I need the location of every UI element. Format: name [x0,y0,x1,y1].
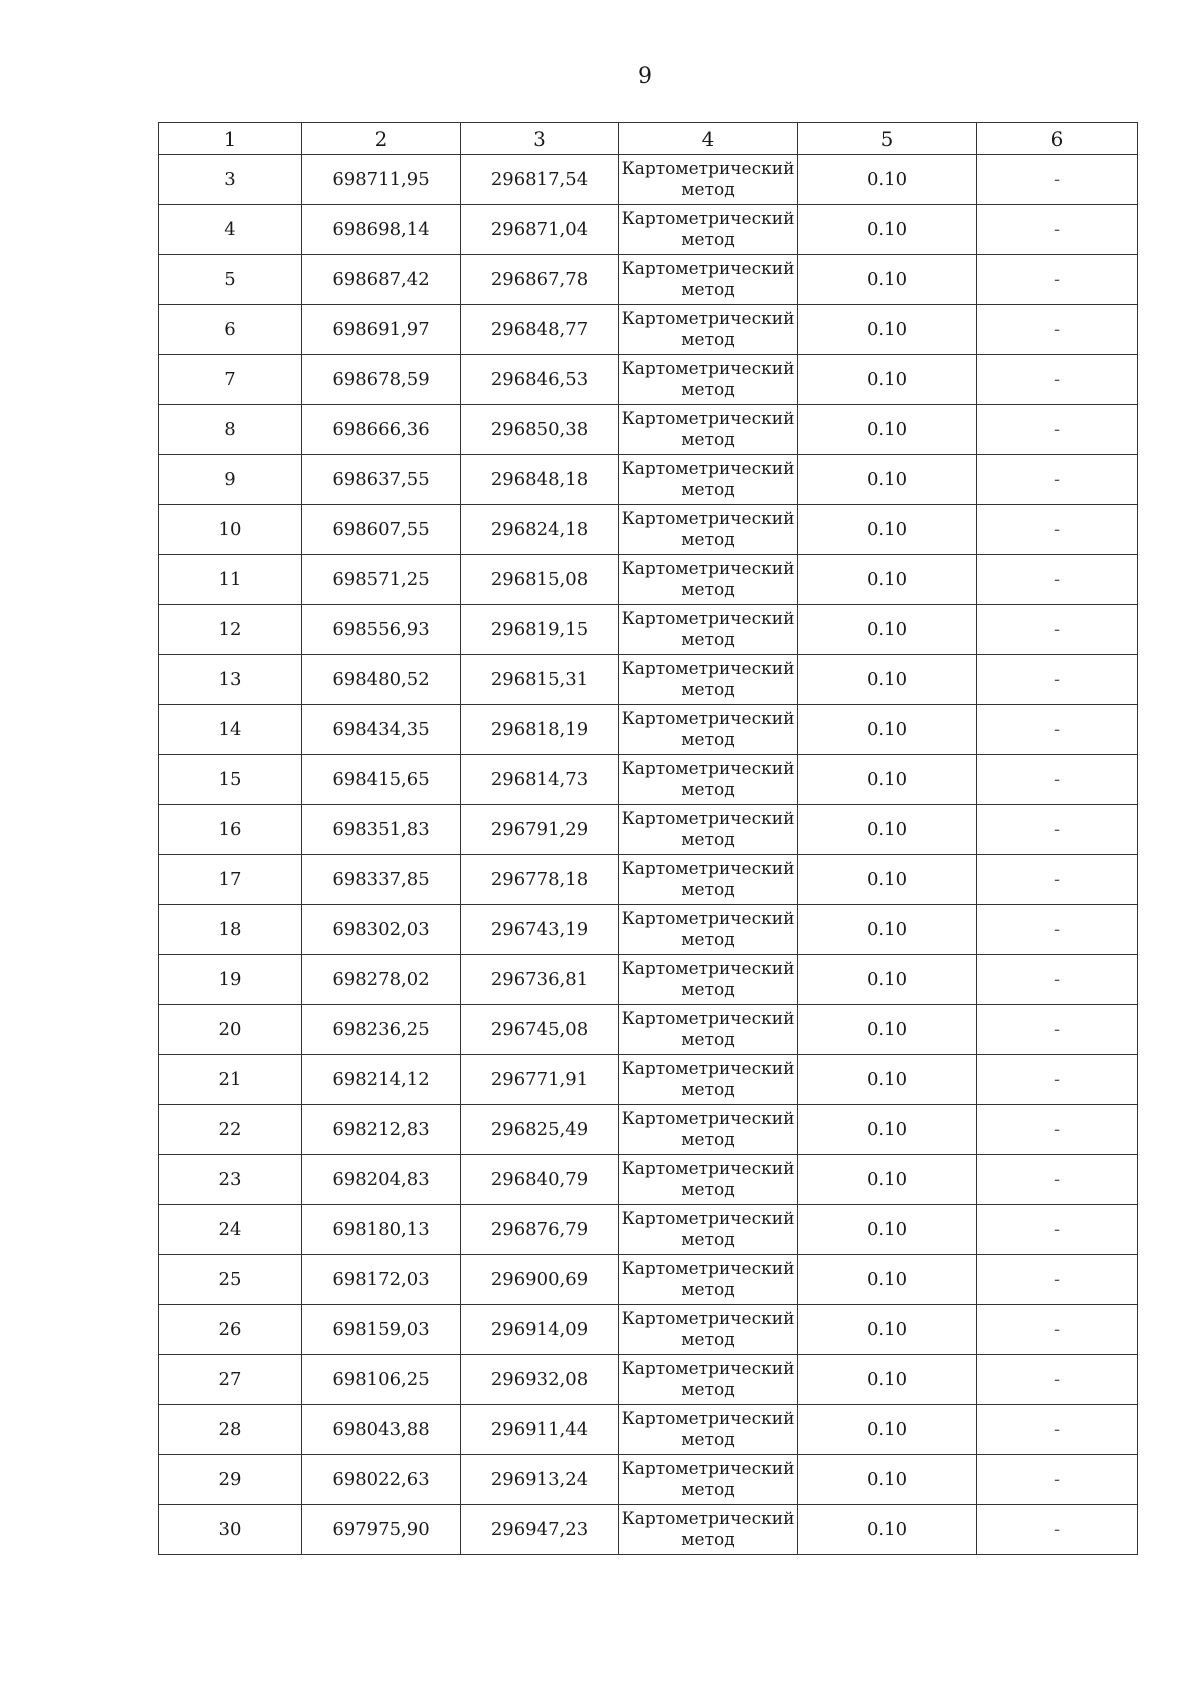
table-row [159,255,1138,305]
table-row [159,555,1138,605]
method-cell: Картометрический метод [619,705,798,755]
accuracy-cell: 0.10 [798,805,977,855]
note-cell: - [977,705,1138,755]
note-cell: - [977,455,1138,505]
note-cell: - [977,755,1138,805]
table-row [159,1155,1138,1205]
point-number-cell: 5 [159,255,302,305]
y-coordinate-cell: 296911,44 [461,1405,619,1455]
x-coordinate-cell: 698043,88 [302,1405,461,1455]
accuracy-cell: 0.10 [798,155,977,205]
method-cell: Картометрический метод [619,1405,798,1455]
accuracy-cell: 0.10 [798,955,977,1005]
x-coordinate-cell: 698204,83 [302,1155,461,1205]
y-coordinate-cell: 296824,18 [461,505,619,555]
note-cell: - [977,1405,1138,1455]
point-number-cell: 27 [159,1355,302,1405]
table-row [159,1005,1138,1055]
accuracy-cell: 0.10 [798,305,977,355]
table-row [159,605,1138,655]
table-row [159,1405,1138,1455]
y-coordinate-cell: 296900,69 [461,1255,619,1305]
method-cell: Картометрический метод [619,855,798,905]
x-coordinate-cell: 698236,25 [302,1005,461,1055]
accuracy-cell: 0.10 [798,905,977,955]
y-coordinate-cell: 296817,54 [461,155,619,205]
method-cell: Картометрический метод [619,255,798,305]
column-header: 6 [977,123,1138,155]
method-cell: Картометрический метод [619,1455,798,1505]
accuracy-cell: 0.10 [798,655,977,705]
x-coordinate-cell: 698571,25 [302,555,461,605]
table-row [159,1305,1138,1355]
y-coordinate-cell: 296840,79 [461,1155,619,1205]
method-cell: Картометрический метод [619,955,798,1005]
column-header: 4 [619,123,798,155]
column-header: 1 [159,123,302,155]
accuracy-cell: 0.10 [798,255,977,305]
point-number-cell: 4 [159,205,302,255]
y-coordinate-cell: 296848,77 [461,305,619,355]
column-header: 3 [461,123,619,155]
note-cell: - [977,1355,1138,1405]
table-row [159,1205,1138,1255]
y-coordinate-cell: 296876,79 [461,1205,619,1255]
table-body [159,123,1138,1555]
x-coordinate-cell: 698351,83 [302,805,461,855]
y-coordinate-cell: 296818,19 [461,705,619,755]
point-number-cell: 8 [159,405,302,455]
accuracy-cell: 0.10 [798,355,977,405]
point-number-cell: 9 [159,455,302,505]
table-row [159,955,1138,1005]
point-number-cell: 10 [159,505,302,555]
note-cell: - [977,1205,1138,1255]
accuracy-cell: 0.10 [798,405,977,455]
x-coordinate-cell: 697975,90 [302,1505,461,1555]
method-cell: Картометрический метод [619,1055,798,1105]
y-coordinate-cell: 296771,91 [461,1055,619,1105]
method-cell: Картометрический метод [619,655,798,705]
point-number-cell: 15 [159,755,302,805]
x-coordinate-cell: 698180,13 [302,1205,461,1255]
method-cell: Картометрический метод [619,805,798,855]
point-number-cell: 14 [159,705,302,755]
note-cell: - [977,555,1138,605]
point-number-cell: 26 [159,1305,302,1355]
note-cell: - [977,1255,1138,1305]
y-coordinate-cell: 296914,09 [461,1305,619,1355]
y-coordinate-cell: 296814,73 [461,755,619,805]
y-coordinate-cell: 296745,08 [461,1005,619,1055]
note-cell: - [977,505,1138,555]
method-cell: Картометрический метод [619,505,798,555]
note-cell: - [977,1005,1138,1055]
table-row [159,305,1138,355]
method-cell: Картометрический метод [619,905,798,955]
accuracy-cell: 0.10 [798,705,977,755]
note-cell: - [977,905,1138,955]
accuracy-cell: 0.10 [798,1205,977,1255]
accuracy-cell: 0.10 [798,1355,977,1405]
method-cell: Картометрический метод [619,1105,798,1155]
table-row [159,755,1138,805]
note-cell: - [977,255,1138,305]
x-coordinate-cell: 698278,02 [302,955,461,1005]
note-cell: - [977,1505,1138,1555]
x-coordinate-cell: 698711,95 [302,155,461,205]
table-row [159,1455,1138,1505]
table-row [159,855,1138,905]
table-row [159,1105,1138,1155]
y-coordinate-cell: 296825,49 [461,1105,619,1155]
note-cell: - [977,955,1138,1005]
accuracy-cell: 0.10 [798,555,977,605]
y-coordinate-cell: 296819,15 [461,605,619,655]
x-coordinate-cell: 698214,12 [302,1055,461,1105]
accuracy-cell: 0.10 [798,455,977,505]
note-cell: - [977,355,1138,405]
method-cell: Картометрический метод [619,1155,798,1205]
point-number-cell: 12 [159,605,302,655]
accuracy-cell: 0.10 [798,1455,977,1505]
y-coordinate-cell: 296778,18 [461,855,619,905]
method-cell: Картометрический метод [619,405,798,455]
x-coordinate-cell: 698556,93 [302,605,461,655]
table-row [159,655,1138,705]
x-coordinate-cell: 698159,03 [302,1305,461,1355]
table-row [159,155,1138,205]
x-coordinate-cell: 698687,42 [302,255,461,305]
accuracy-cell: 0.10 [798,1055,977,1105]
table-row [159,355,1138,405]
point-number-cell: 6 [159,305,302,355]
header-row [159,123,1138,155]
method-cell: Картометрический метод [619,155,798,205]
note-cell: - [977,605,1138,655]
point-number-cell: 22 [159,1105,302,1155]
y-coordinate-cell: 296815,31 [461,655,619,705]
point-number-cell: 16 [159,805,302,855]
y-coordinate-cell: 296913,24 [461,1455,619,1505]
x-coordinate-cell: 698698,14 [302,205,461,255]
point-number-cell: 25 [159,1255,302,1305]
table-row [159,205,1138,255]
accuracy-cell: 0.10 [798,1255,977,1305]
method-cell: Картометрический метод [619,205,798,255]
x-coordinate-cell: 698172,03 [302,1255,461,1305]
point-number-cell: 3 [159,155,302,205]
point-number-cell: 18 [159,905,302,955]
column-header: 5 [798,123,977,155]
x-coordinate-cell: 698678,59 [302,355,461,405]
point-number-cell: 21 [159,1055,302,1105]
note-cell: - [977,1055,1138,1105]
x-coordinate-cell: 698607,55 [302,505,461,555]
point-number-cell: 30 [159,1505,302,1555]
accuracy-cell: 0.10 [798,505,977,555]
table-row [159,805,1138,855]
x-coordinate-cell: 698666,36 [302,405,461,455]
accuracy-cell: 0.10 [798,1505,977,1555]
accuracy-cell: 0.10 [798,1305,977,1355]
point-number-cell: 19 [159,955,302,1005]
method-cell: Картометрический метод [619,1305,798,1355]
note-cell: - [977,855,1138,905]
y-coordinate-cell: 296850,38 [461,405,619,455]
table-row [159,1355,1138,1405]
note-cell: - [977,805,1138,855]
method-cell: Картометрический метод [619,555,798,605]
table-row [159,905,1138,955]
method-cell: Картометрический метод [619,1505,798,1555]
accuracy-cell: 0.10 [798,1405,977,1455]
point-number-cell: 20 [159,1005,302,1055]
page-number: 9 [638,64,652,89]
accuracy-cell: 0.10 [798,1155,977,1205]
note-cell: - [977,655,1138,705]
accuracy-cell: 0.10 [798,1005,977,1055]
accuracy-cell: 0.10 [798,755,977,805]
note-cell: - [977,155,1138,205]
point-number-cell: 28 [159,1405,302,1455]
method-cell: Картометрический метод [619,1005,798,1055]
x-coordinate-cell: 698415,65 [302,755,461,805]
note-cell: - [977,305,1138,355]
x-coordinate-cell: 698691,97 [302,305,461,355]
table-row [159,405,1138,455]
method-cell: Картометрический метод [619,1205,798,1255]
x-coordinate-cell: 698434,35 [302,705,461,755]
table-row [159,455,1138,505]
point-number-cell: 13 [159,655,302,705]
table-row [159,1255,1138,1305]
note-cell: - [977,1305,1138,1355]
point-number-cell: 7 [159,355,302,405]
method-cell: Картометрический метод [619,1355,798,1405]
note-cell: - [977,205,1138,255]
table-row [159,505,1138,555]
table-row [159,705,1138,755]
x-coordinate-cell: 698212,83 [302,1105,461,1155]
method-cell: Картометрический метод [619,355,798,405]
accuracy-cell: 0.10 [798,1105,977,1155]
method-cell: Картометрический метод [619,455,798,505]
y-coordinate-cell: 296848,18 [461,455,619,505]
accuracy-cell: 0.10 [798,855,977,905]
method-cell: Картометрический метод [619,755,798,805]
y-coordinate-cell: 296736,81 [461,955,619,1005]
point-number-cell: 23 [159,1155,302,1205]
y-coordinate-cell: 296815,08 [461,555,619,605]
note-cell: - [977,405,1138,455]
method-cell: Картометрический метод [619,305,798,355]
y-coordinate-cell: 296867,78 [461,255,619,305]
column-header: 2 [302,123,461,155]
x-coordinate-cell: 698480,52 [302,655,461,705]
y-coordinate-cell: 296846,53 [461,355,619,405]
note-cell: - [977,1455,1138,1505]
x-coordinate-cell: 698337,85 [302,855,461,905]
x-coordinate-cell: 698022,63 [302,1455,461,1505]
point-number-cell: 29 [159,1455,302,1505]
table-row [159,1505,1138,1555]
x-coordinate-cell: 698106,25 [302,1355,461,1405]
accuracy-cell: 0.10 [798,605,977,655]
table-row [159,1055,1138,1105]
point-number-cell: 17 [159,855,302,905]
method-cell: Картометрический метод [619,605,798,655]
y-coordinate-cell: 296871,04 [461,205,619,255]
coordinates-table [158,122,1138,1555]
method-cell: Картометрический метод [619,1255,798,1305]
x-coordinate-cell: 698302,03 [302,905,461,955]
point-number-cell: 11 [159,555,302,605]
note-cell: - [977,1155,1138,1205]
accuracy-cell: 0.10 [798,205,977,255]
note-cell: - [977,1105,1138,1155]
point-number-cell: 24 [159,1205,302,1255]
y-coordinate-cell: 296791,29 [461,805,619,855]
y-coordinate-cell: 296743,19 [461,905,619,955]
y-coordinate-cell: 296947,23 [461,1505,619,1555]
y-coordinate-cell: 296932,08 [461,1355,619,1405]
x-coordinate-cell: 698637,55 [302,455,461,505]
